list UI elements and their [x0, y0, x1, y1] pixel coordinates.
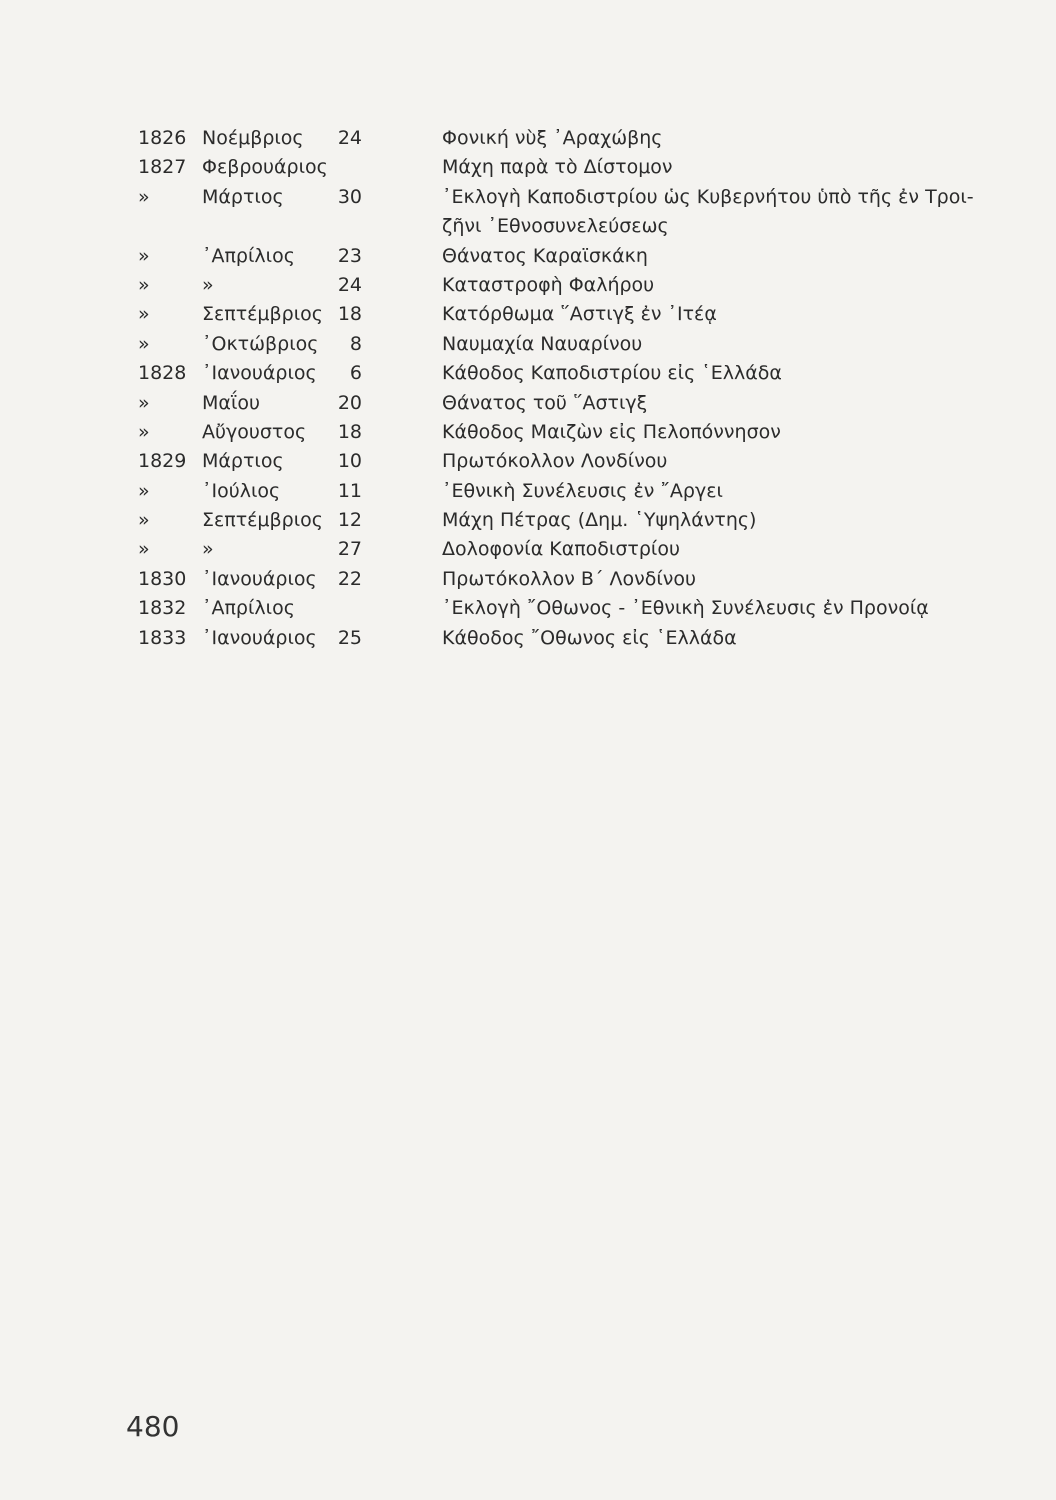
year-cell: »: [138, 303, 150, 326]
chronology-table: [138, 124, 1038, 653]
day-cell: 23: [337, 244, 362, 267]
table-row: [138, 242, 1038, 271]
event-cell: Κάθοδος Μαιζὼν εἰς Πελοπόννησον: [442, 420, 781, 443]
month-cell: »: [202, 538, 214, 561]
event-cell: Ναυμαχία Ναυαρίνου: [442, 332, 643, 355]
day-cell: 24: [337, 273, 362, 296]
day-cell: 18: [337, 303, 362, 326]
event-cell: Δολοφονία Καποδιστρίου: [442, 538, 680, 561]
month-cell: ᾿Ιανουάριος: [202, 362, 317, 385]
year-cell: »: [138, 538, 150, 561]
month-cell: Σεπτέμβριος: [202, 303, 323, 326]
year-cell: 1833: [138, 626, 187, 649]
table-row: [138, 594, 1038, 623]
event-cell: Μάχη Πέτρας (Δημ. ῾Υψηλάντης): [442, 509, 757, 532]
day-cell: 10: [337, 450, 362, 473]
month-cell: Σεπτέμβριος: [202, 509, 323, 532]
event-cell: Μάχη παρὰ τὸ Δίστομον: [442, 156, 673, 179]
event-cell: ᾿Εκλογὴ Καποδιστρίου ὡς Κυβερνήτου ὑπὸ τῆς ἐν Τροι-: [442, 185, 974, 208]
event-cell: Φονική νὺξ ᾿Αραχώβης: [442, 127, 663, 149]
year-cell: »: [138, 479, 150, 502]
table-row: [138, 535, 1038, 564]
day-cell: 6: [349, 362, 362, 385]
year-cell: »: [138, 391, 150, 414]
year-cell: 1826: [138, 127, 187, 149]
year-cell: »: [138, 273, 150, 296]
table-row: [138, 418, 1038, 447]
month-cell: ᾿Ιανουάριος: [202, 626, 317, 649]
table-row: [138, 300, 1038, 329]
day-cell: 25: [337, 626, 362, 649]
table-row: [138, 359, 1038, 388]
table-row: [138, 124, 1038, 153]
event-cell: ᾿Εθνικὴ Συνέλευσις ἐν ῎Αργει: [442, 479, 723, 502]
month-cell: »: [202, 273, 214, 296]
event-cell: Πρωτόκολλον Λονδίνου: [442, 450, 668, 473]
year-cell: »: [138, 509, 150, 532]
day-cell: 8: [349, 332, 362, 355]
month-cell: Μάρτιος: [202, 185, 284, 208]
month-cell: Αὔγουστος: [202, 420, 307, 443]
event-cell: ᾿Εκλογὴ ῎Οθωνος - ᾿Εθνικὴ Συνέλευσις ἐν Προνοίᾳ: [442, 597, 929, 620]
year-cell: 1830: [138, 567, 187, 590]
day-cell: 12: [337, 509, 362, 532]
table-row: [138, 330, 1038, 359]
event-cell: ζῆνι ᾿Εθνοσυνελεύσεως: [442, 215, 669, 238]
year-cell: 1827: [138, 156, 187, 179]
month-cell: ᾿Ιούλιος: [202, 479, 281, 502]
month-cell: Μάρτιος: [202, 450, 284, 473]
table-row: [138, 389, 1038, 418]
event-cell: Θάνατος τοῦ ῞Αστιγξ: [442, 391, 648, 414]
table-row: [138, 153, 1038, 182]
day-cell: 27: [337, 538, 362, 561]
year-cell: »: [138, 185, 150, 208]
month-cell: Μαΐου: [202, 391, 260, 414]
table-row: [138, 447, 1038, 476]
year-cell: »: [138, 332, 150, 355]
day-cell: 11: [337, 479, 362, 502]
year-cell: 1829: [138, 450, 187, 473]
table-row: [138, 624, 1038, 653]
table-row: [138, 506, 1038, 535]
month-cell: ᾿Απρίλιος: [202, 597, 295, 620]
event-cell: Κάθοδος ῎Οθωνος εἰς ῾Ελλάδα: [442, 626, 737, 649]
event-cell: Καταστροφὴ Φαλήρου: [442, 273, 655, 296]
table-row-continuation: [138, 212, 1038, 241]
month-cell: Φεβρουάριος: [202, 156, 328, 179]
event-cell: Κατόρθωμα ῞Αστιγξ ἐν ᾿Ιτέᾳ: [442, 303, 717, 326]
day-cell: 22: [337, 567, 362, 590]
month-cell: ᾿Απρίλιος: [202, 244, 295, 267]
year-cell: 1832: [138, 597, 187, 620]
day-cell: 24: [337, 127, 362, 149]
day-cell: 18: [337, 420, 362, 443]
day-cell: 30: [337, 185, 362, 208]
event-cell: Θάνατος Καραϊσκάκη: [442, 244, 648, 267]
page-number: 480: [126, 1410, 180, 1443]
year-cell: »: [138, 244, 150, 267]
day-cell: 20: [337, 391, 362, 414]
table-row: [138, 183, 1038, 212]
table-row: [138, 271, 1038, 300]
year-cell: »: [138, 420, 150, 443]
event-cell: Κάθοδος Καποδιστρίου εἰς ῾Ελλάδα: [442, 362, 782, 385]
month-cell: Νοέμβριος: [202, 127, 304, 149]
year-cell: 1828: [138, 362, 187, 385]
event-cell: Πρωτόκολλον Β΄ Λονδίνου: [442, 567, 697, 590]
table-row: [138, 477, 1038, 506]
month-cell: ᾿Ιανουάριος: [202, 567, 317, 590]
month-cell: ᾿Οκτώβριος: [202, 332, 319, 355]
table-row: [138, 565, 1038, 594]
